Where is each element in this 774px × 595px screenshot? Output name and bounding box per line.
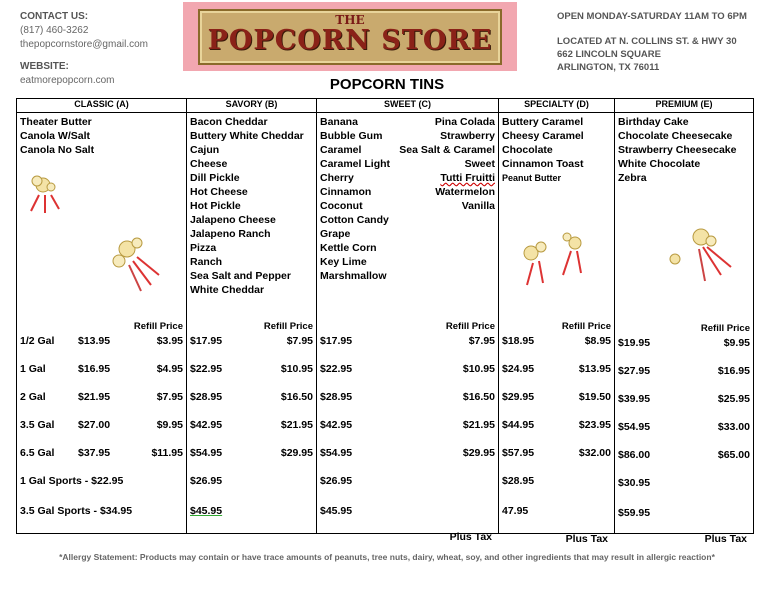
flavor-item: Cherry	[320, 172, 354, 184]
refill-price: $65.00	[717, 449, 750, 461]
premium-column	[615, 113, 753, 545]
flavor-item: Key Lime	[320, 256, 367, 268]
col-heading-specialty: SPECIALTY (D)	[499, 99, 615, 113]
logo-name: POPCORN STORE	[207, 24, 493, 56]
sports-price: $45.95	[190, 505, 223, 517]
price: $17.95	[320, 335, 353, 347]
website-label: WEBSITE:	[20, 61, 69, 72]
sports-price: $28.95	[502, 475, 535, 487]
allergy-statement: *Allergy Statement: Products may contain or have trace amounts of peanuts, tree nuts, dairy, wheat, soy, and other ingredients that may result in allergic reaction*	[59, 552, 715, 562]
refill-price: $7.95	[286, 335, 313, 347]
price: $54.95	[618, 421, 651, 433]
refill-price: $21.95	[462, 419, 495, 431]
price: $42.95	[190, 419, 223, 431]
refill-price: $3.95	[156, 335, 183, 347]
flavor-item: Sea Salt and Pepper	[190, 270, 291, 282]
refill-price: $7.95	[156, 391, 183, 403]
price: $13.95	[78, 335, 111, 347]
sports-price: $30.95	[618, 477, 651, 489]
flavor-item: Bubble Gum	[320, 130, 383, 142]
refill-price: $9.95	[156, 419, 183, 431]
phone: (817) 460-3262	[20, 25, 89, 36]
refill-price: $33.00	[717, 421, 750, 433]
popcorn-icon	[519, 225, 589, 291]
price: $24.95	[502, 363, 535, 375]
flavor-item: Jalapeno Cheese	[190, 214, 276, 226]
flavor-item: Sweet	[464, 158, 495, 170]
flavor-item: Banana	[320, 116, 358, 128]
flavor-item: White Cheddar	[190, 284, 265, 296]
price: $57.95	[502, 447, 535, 459]
flavor-item: Birthday Cake	[618, 116, 689, 128]
store-logo	[183, 2, 517, 71]
col-heading-sweet: SWEET (C)	[317, 99, 499, 113]
flavor-item: Vanilla	[461, 200, 495, 212]
sports-price: $59.95	[618, 507, 651, 519]
popcorn-icon	[107, 235, 167, 295]
price: $28.95	[320, 391, 353, 403]
hours-location	[557, 10, 747, 74]
flavor-item: Buttery White Cheddar	[190, 130, 304, 142]
price: $86.00	[618, 449, 651, 461]
refill-price: $7.95	[468, 335, 495, 347]
flavor-item: Watermelon	[435, 186, 495, 198]
size-label: 1 Gal	[20, 363, 46, 375]
refill-price: $13.95	[578, 363, 611, 375]
refill-label: Refill Price	[445, 321, 495, 332]
location-line2: 662 LINCOLN SQUARE	[557, 49, 661, 60]
refill-price: $11.95	[151, 447, 183, 459]
sports-price: 3.5 Gal Sports - $34.95	[20, 505, 133, 517]
refill-label: Refill Price	[263, 321, 313, 332]
refill-price: $9.95	[723, 337, 750, 349]
price: $19.95	[618, 337, 651, 349]
website: eatmorepopcorn.com	[20, 75, 115, 86]
price: $21.95	[78, 391, 111, 403]
flavor-item: Pina Colada	[434, 116, 495, 128]
page-title: POPCORN TINS	[329, 76, 445, 93]
flavor-item: Chocolate	[502, 144, 553, 156]
price: $39.95	[618, 393, 651, 405]
refill-price: $8.95	[584, 335, 611, 347]
refill-label: Refill Price	[700, 323, 750, 334]
price-table	[16, 98, 754, 545]
price: $42.95	[320, 419, 353, 431]
flavor-item: White Chocolate	[618, 158, 701, 170]
refill-price: $21.95	[280, 419, 313, 431]
size-label: 3.5 Gal	[20, 419, 55, 431]
flavor-item: Coconut	[320, 200, 363, 212]
refill-price: $10.95	[462, 363, 495, 375]
refill-price: $16.50	[280, 391, 313, 403]
flavor-item: Zebra	[618, 172, 647, 184]
flavor-item: Cinnamon	[320, 186, 372, 198]
flavor-item: Sea Salt & Caramel	[399, 144, 495, 156]
col-heading-premium: PREMIUM (E)	[615, 99, 754, 113]
popcorn-icon	[665, 225, 745, 291]
price: $28.95	[190, 391, 223, 403]
flavor-item: Tutti Fruitti	[440, 172, 495, 184]
size-label: 6.5 Gal	[20, 447, 55, 459]
flavor-item: Pizza	[190, 242, 217, 254]
flavor-item: Chocolate Cheesecake	[618, 130, 733, 142]
sweet-column	[317, 113, 498, 543]
email: thepopcornstore@gmail.com	[20, 39, 148, 50]
refill-price: $29.95	[462, 447, 495, 459]
location-line3: ARLINGTON, TX 76011	[557, 62, 660, 73]
plus-tax: Plus Tax	[565, 533, 608, 545]
price: $54.95	[320, 447, 353, 459]
popcorn-icon	[25, 171, 65, 217]
size-label: 2 Gal	[20, 391, 46, 403]
refill-price: $23.95	[578, 419, 611, 431]
refill-label: Refill Price	[133, 321, 183, 332]
refill-label: Refill Price	[561, 321, 611, 332]
flavor-item: Strawberry	[440, 130, 495, 142]
size-label: 1/2 Gal	[20, 335, 55, 347]
classic-column	[17, 113, 186, 533]
flavor-item: Marshmallow	[320, 270, 387, 282]
flavor-item: Hot Pickle	[190, 200, 241, 212]
price: $37.95	[78, 447, 111, 459]
refill-price: $4.95	[156, 363, 183, 375]
flavor-item: Grape	[320, 228, 351, 240]
flavor-item: Caramel Light	[320, 158, 391, 170]
price: $27.00	[78, 419, 111, 431]
sports-price: 47.95	[502, 505, 529, 517]
sports-price: $45.95	[320, 505, 353, 517]
specialty-column	[499, 113, 614, 545]
flavor-item: Cotton Candy	[320, 214, 389, 226]
col-heading-savory: SAVORY (B)	[187, 99, 317, 113]
flavor-item: Strawberry Cheesecake	[618, 144, 737, 156]
price: $27.95	[618, 365, 651, 377]
flavor-item: Dill Pickle	[190, 172, 240, 184]
plus-tax: Plus Tax	[704, 533, 747, 545]
sports-price: $26.95	[190, 475, 223, 487]
savory-column	[187, 113, 316, 533]
price: $54.95	[190, 447, 223, 459]
hours: OPEN MONDAY-SATURDAY 11AM TO 6PM	[557, 11, 747, 22]
flavor-item: Jalapeno Ranch	[190, 228, 271, 240]
flavor-item: Canola No Salt	[20, 144, 95, 156]
refill-price: $32.00	[578, 447, 611, 459]
flavor-item: Canola W/Salt	[20, 130, 91, 142]
flavor-item: Cheesy Caramel	[502, 130, 584, 142]
flavor-item: Bacon Cheddar	[190, 116, 268, 128]
flavor-item: Cajun	[190, 144, 220, 156]
logo-the: THE	[335, 12, 365, 27]
price: $18.95	[502, 335, 535, 347]
sports-price: 1 Gal Sports - $22.95	[20, 475, 124, 487]
contact-label: CONTACT US:	[20, 11, 89, 22]
flavor-item: Ranch	[190, 256, 223, 268]
flavor-item: Cheese	[190, 158, 228, 170]
flavor-item: Hot Cheese	[190, 186, 248, 198]
sports-price: $26.95	[320, 475, 353, 487]
price: $44.95	[502, 419, 535, 431]
refill-price: $10.95	[280, 363, 313, 375]
flavor-item: Cinnamon Toast	[502, 158, 584, 170]
refill-price: $16.50	[462, 391, 495, 403]
flavor-item: Buttery Caramel	[502, 116, 584, 128]
price: $16.95	[78, 363, 111, 375]
flavor-item: Peanut Butter	[502, 173, 562, 183]
location-line1: LOCATED AT N. COLLINS ST. & HWY 30	[557, 36, 737, 47]
price: $29.95	[502, 391, 535, 403]
price: $22.95	[190, 363, 223, 375]
flavor-item: Theater Butter	[20, 116, 92, 128]
refill-price: $29.95	[280, 447, 313, 459]
plus-tax: Plus Tax	[449, 531, 492, 543]
price: $17.95	[190, 335, 223, 347]
refill-price: $19.50	[578, 391, 611, 403]
col-heading-classic: CLASSIC (A)	[17, 99, 187, 113]
price: $22.95	[320, 363, 353, 375]
flavor-item: Caramel	[320, 144, 362, 156]
flavor-item: Kettle Corn	[320, 242, 377, 254]
refill-price: $25.95	[717, 393, 750, 405]
refill-price: $16.95	[717, 365, 750, 377]
